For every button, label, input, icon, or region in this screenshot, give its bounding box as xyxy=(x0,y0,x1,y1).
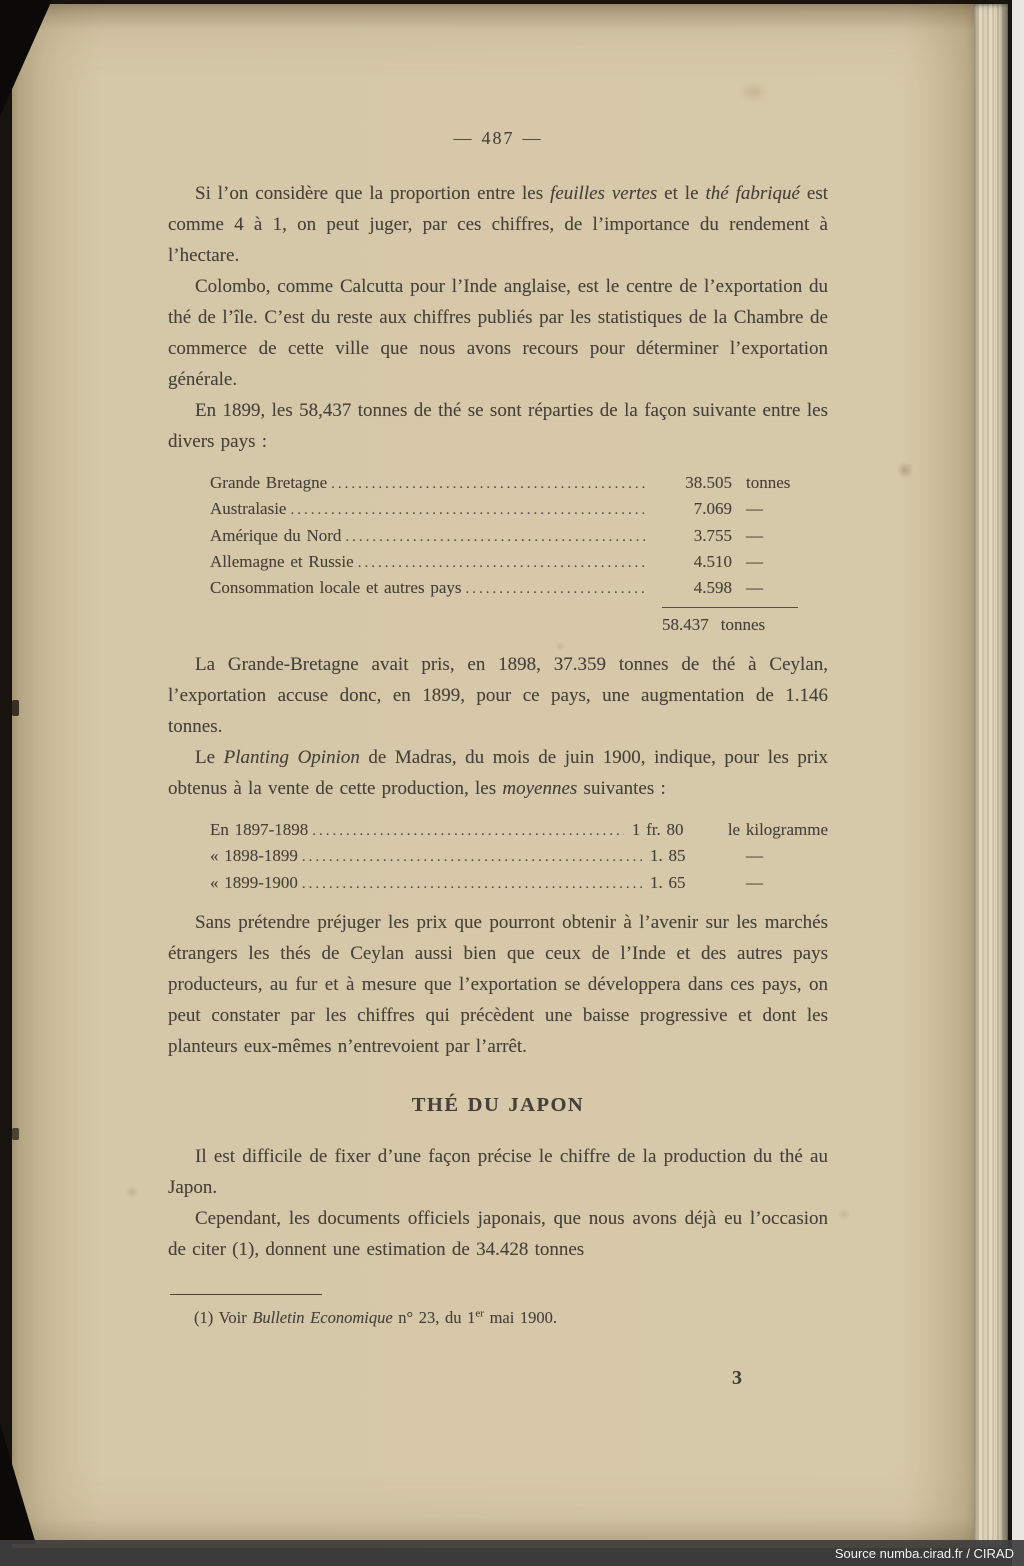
paragraph-grande-bretagne: La Grande-Bretagne avait pris, en 1898, 37.359 tonnes de thé à Ceylan, l’exportation accuse donc, en 1899, pour ce pays, une augmentation de 1.146 tonnes. xyxy=(168,654,828,738)
row-unit: — xyxy=(746,578,763,598)
source-attribution-bar xyxy=(0,1540,1024,1566)
table-row xyxy=(210,470,828,496)
paragraph-documents-officiels: Cependant, les documents officiels japonais, que nous avons déjà eu l’occasion de citer (1), donnent une estimation de 34.428 tonnes xyxy=(168,1208,828,1261)
row-unit: — xyxy=(746,846,763,866)
row-value: 1 fr. 80 xyxy=(631,819,684,839)
row-value: 4.510 xyxy=(693,552,732,572)
row-unit: — xyxy=(746,525,763,545)
table-row xyxy=(210,843,828,869)
footnote xyxy=(168,1305,828,1332)
dot-leader xyxy=(345,523,648,549)
row-label: Allemagne et Russie xyxy=(210,552,354,572)
paper-page xyxy=(12,4,974,1548)
italic-planting-opinion: Planting Opinion xyxy=(223,747,360,769)
row-label: Consommation locale et autres pays xyxy=(210,578,462,598)
paragraph-difficile: Il est difficile de fixer d’une façon précise le chiffre de la production du thé au Japon. xyxy=(168,1146,828,1199)
row-value: 1. 65 xyxy=(650,872,686,892)
dot-leader xyxy=(358,549,648,575)
binding-stitch-mark xyxy=(12,700,19,716)
text-run: Le xyxy=(195,747,224,769)
source-attribution-label: Source numba.cirad.fr / CIRAD xyxy=(834,1545,1014,1561)
table-row xyxy=(210,523,828,549)
italic-moyennes: moyennes xyxy=(502,777,578,799)
table-row xyxy=(210,817,828,843)
italic-feuilles-vertes: feuilles vertes xyxy=(550,183,658,205)
text-run: est comme 4 à 1, on peut juger, par ces chiffres, de l’importance du rendement à l’hectare. xyxy=(168,183,828,267)
row-unit: tonnes xyxy=(746,473,791,493)
total-value: 58.437 xyxy=(662,614,709,634)
row-value: 4.598 xyxy=(693,578,732,598)
row-value: 7.069 xyxy=(693,499,732,519)
dot-leader xyxy=(312,817,624,843)
text-run: Si l’on considère que la proportion entre les xyxy=(195,183,551,205)
dot-leader xyxy=(466,575,649,601)
text-run: suivantes : xyxy=(577,777,666,799)
price-table xyxy=(210,817,828,896)
row-label: Australasie xyxy=(210,499,287,519)
page-number-header: — 487 — xyxy=(453,128,543,148)
table-row xyxy=(210,575,828,601)
paragraph-planting-opinion xyxy=(168,743,828,805)
paragraph-proportion xyxy=(168,179,828,272)
text-run: et le xyxy=(657,183,706,205)
row-unit: — xyxy=(746,552,763,572)
text-run: (1) Voir xyxy=(194,1308,253,1328)
row-label: Amérique du Nord xyxy=(210,525,342,545)
row-label: « 1899-1900 xyxy=(210,872,298,892)
row-value: 3.755 xyxy=(693,525,732,545)
page-stack-edge xyxy=(974,4,1008,1548)
paragraph-prix-avenir: Sans prétendre préjuger les prix que pourront obtenir à l’avenir sur les marchés étrangers les thés de Ceylan aussi bien que ceux de l’Inde et des autres pays producteurs, au fur et à mesure que l’exportation se développera dans ces pays, on peut constater par les chiffres qui précèdent une baisse progressive et dont les planteurs eux-mêmes n’entrevoient par l’arrêt. xyxy=(168,911,828,1057)
footnote-separator xyxy=(170,1294,322,1295)
export-table xyxy=(210,470,828,638)
table-row xyxy=(210,549,828,575)
dot-leader xyxy=(302,843,642,869)
row-unit: — xyxy=(746,499,763,519)
row-value: 1. 85 xyxy=(650,846,686,866)
row-label: « 1898-1899 xyxy=(210,846,298,866)
row-label: Grande Bretagne xyxy=(210,473,328,493)
italic-the-fabrique: thé fabriqué xyxy=(705,183,800,205)
table-total xyxy=(662,612,828,638)
page-number-footer: 3 xyxy=(732,1367,742,1389)
total-rule xyxy=(662,607,798,608)
paragraph-repartition-intro: En 1899, les 58,437 tonnes de thé se sont réparties de la façon suivante entre les divers pays : xyxy=(168,400,828,453)
row-unit: le kilogramme xyxy=(727,819,828,839)
text-run: mai 1900. xyxy=(483,1308,558,1328)
dot-leader xyxy=(290,496,648,522)
table-row xyxy=(210,496,828,522)
dot-leader xyxy=(302,870,642,896)
total-unit: tonnes xyxy=(720,614,766,634)
row-unit: — xyxy=(746,872,763,892)
text-block xyxy=(168,124,828,1395)
binding-stitch-mark xyxy=(12,1128,19,1140)
table-row xyxy=(210,870,828,896)
text-run: de Madras, du mois de juin 1900, indique, pour les prix obtenus à la vente de cette production, les xyxy=(168,747,829,799)
paragraph-colombo: Colombo, comme Calcutta pour l’Inde anglaise, est le centre de l’exportation du thé de l’île. C’est du reste aux chiffres publiés par les statistiques de la Chambre de commerce de cette ville que nous avons recours pour déterminer l’exportation générale. xyxy=(168,276,828,391)
italic-bulletin-economique: Bulletin Economique xyxy=(252,1308,393,1328)
row-value: 38.505 xyxy=(685,473,732,493)
dot-leader xyxy=(331,470,648,496)
row-label: En 1897-1898 xyxy=(210,819,309,839)
section-heading-the-du-japon: THÉ DU JAPON xyxy=(411,1093,585,1116)
text-run: n° 23, du 1 xyxy=(392,1308,476,1328)
superscript-er: er xyxy=(475,1307,484,1320)
